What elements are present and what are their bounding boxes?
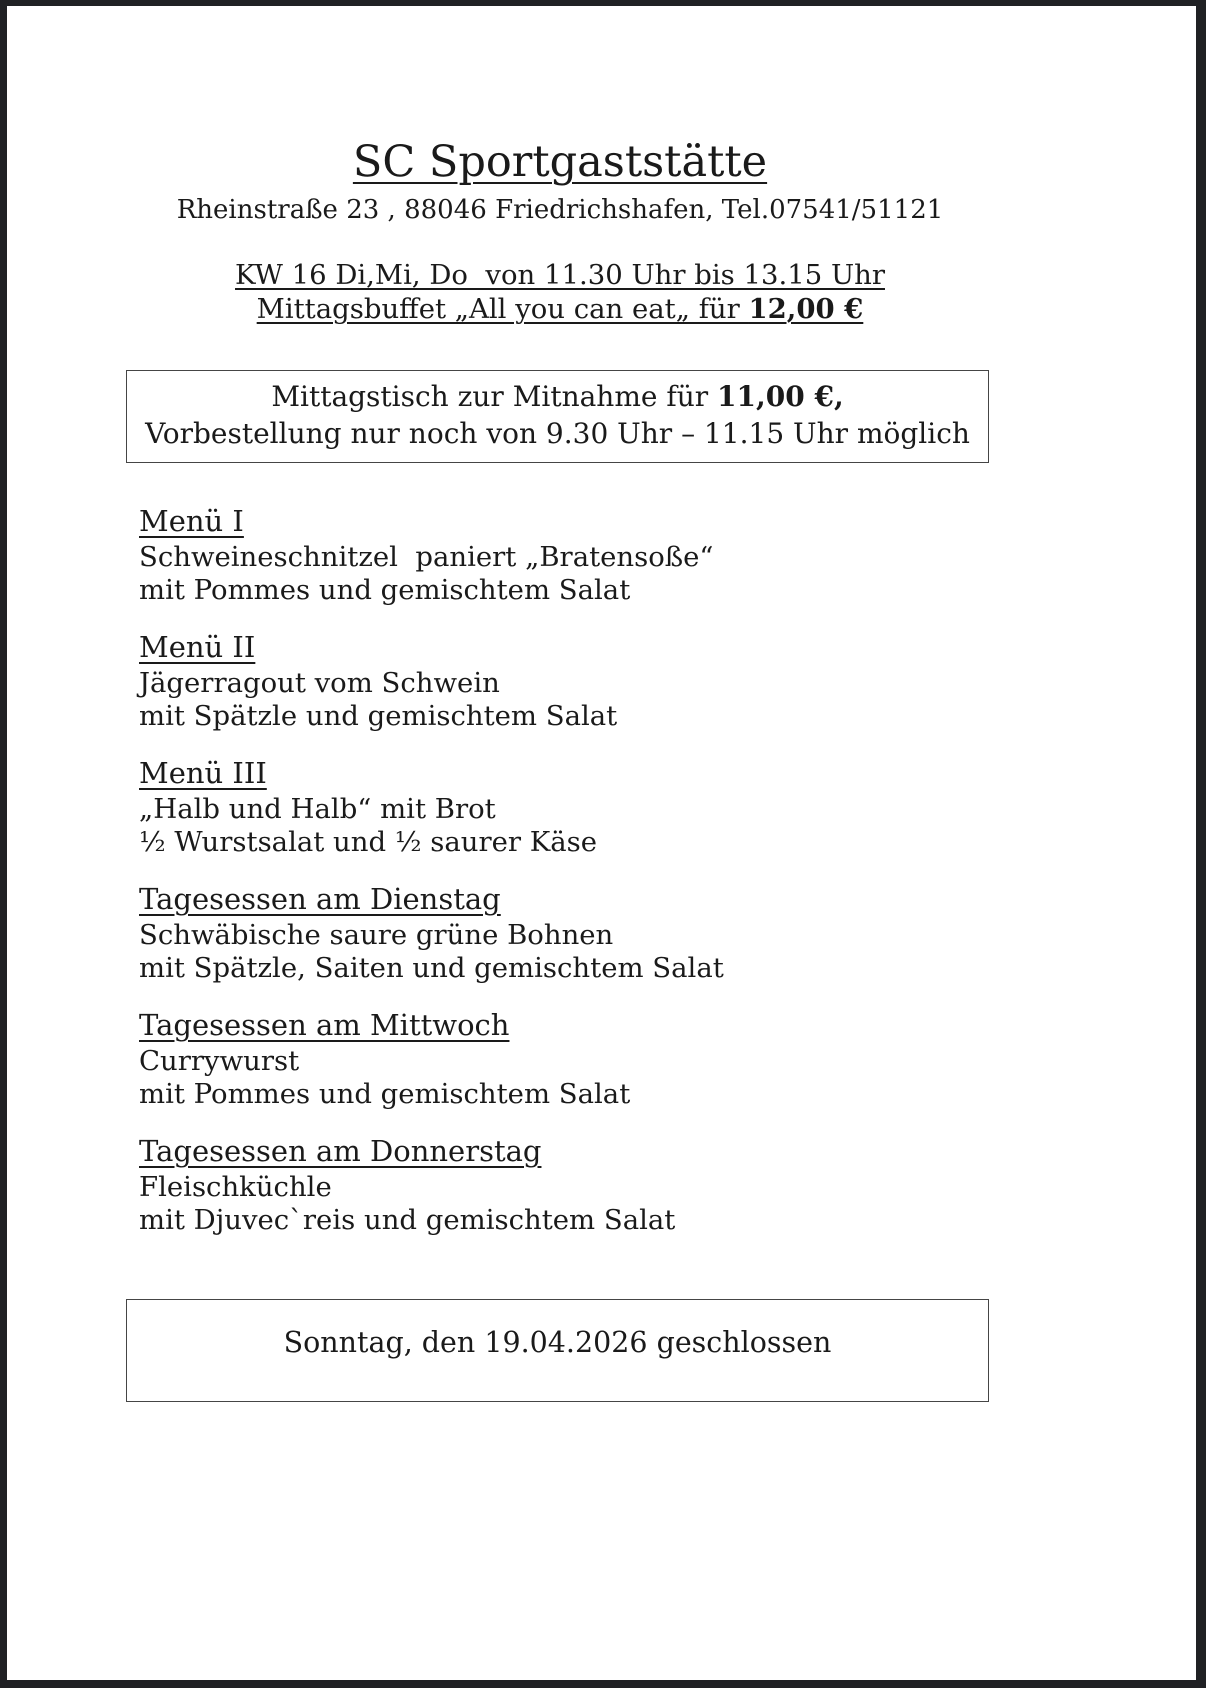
menu-line: mit Pommes und gemischtem Salat	[139, 574, 631, 607]
week-hours-line: KW 16 Di,Mi, Do von 11.30 Uhr bis 13.15 Uhr	[235, 258, 885, 291]
menu-line: mit Spätzle und gemischtem Salat	[139, 700, 618, 733]
menu-line: Currywurst	[139, 1044, 300, 1077]
menu-sections	[139, 503, 1113, 1238]
menu-line: Schwäbische saure grüne Bohnen	[139, 918, 614, 951]
takeaway-line2: Vorbestellung nur noch von 9.30 Uhr – 11.15 Uhr möglich	[145, 416, 970, 450]
menu-section-heading: Tagesessen am Donnerstag	[139, 1133, 542, 1168]
menu-section-lines	[139, 541, 1113, 608]
menu-line: Jägerragout vom Schwein	[139, 666, 500, 699]
menu-section	[139, 881, 1113, 986]
menu-section-heading: Tagesessen am Dienstag	[139, 881, 501, 916]
menu-page	[7, 6, 1196, 1680]
restaurant-title: SC Sportgaststätte	[352, 137, 768, 187]
menu-section-lines	[139, 667, 1113, 734]
takeaway-line1-text: Mittagstisch zur Mitnahme für	[271, 379, 718, 413]
buffet-offer-text: Mittagsbuffet „All you can eat„ für	[256, 292, 749, 325]
menu-section-heading: Menü II	[139, 629, 256, 664]
menu-section-heading: Menü I	[139, 503, 244, 538]
menu-line: ½ Wurstsalat und ½ saurer Käse	[139, 826, 598, 859]
buffet-offer-line	[7, 292, 1113, 326]
menu-section-lines	[139, 1171, 1113, 1238]
takeaway-notice-box	[126, 370, 989, 463]
menu-section-lines	[139, 793, 1113, 860]
takeaway-price: 11,00 €,	[717, 379, 844, 413]
takeaway-line1	[127, 378, 988, 415]
menu-section	[139, 503, 1113, 608]
menu-section	[139, 629, 1113, 734]
menu-section-heading: Tagesessen am Mittwoch	[139, 1007, 510, 1042]
buffet-price: 12,00 €	[748, 292, 864, 325]
menu-section	[139, 1133, 1113, 1238]
closed-notice-box	[126, 1299, 989, 1402]
menu-line: „Halb und Halb“ mit Brot	[139, 792, 496, 825]
menu-content	[7, 136, 1113, 1402]
menu-section	[139, 755, 1113, 860]
menu-line: Fleischküchle	[139, 1170, 332, 1203]
menu-line: mit Pommes und gemischtem Salat	[139, 1078, 631, 1111]
closed-notice-text: Sonntag, den 19.04.2026 geschlossen	[283, 1325, 832, 1359]
menu-section	[139, 1007, 1113, 1112]
menu-section-heading: Menü III	[139, 755, 267, 790]
menu-line: mit Djuvec`reis und gemischtem Salat	[139, 1204, 676, 1237]
menu-section-lines	[139, 1045, 1113, 1112]
menu-section-lines	[139, 919, 1113, 986]
restaurant-address: Rheinstraße 23 , 88046 Friedrichshafen, Tel.07541/51121	[176, 194, 944, 225]
menu-line: mit Spätzle, Saiten und gemischtem Salat	[139, 952, 724, 985]
menu-line: Schweineschnitzel paniert „Bratensoße“	[139, 540, 714, 573]
